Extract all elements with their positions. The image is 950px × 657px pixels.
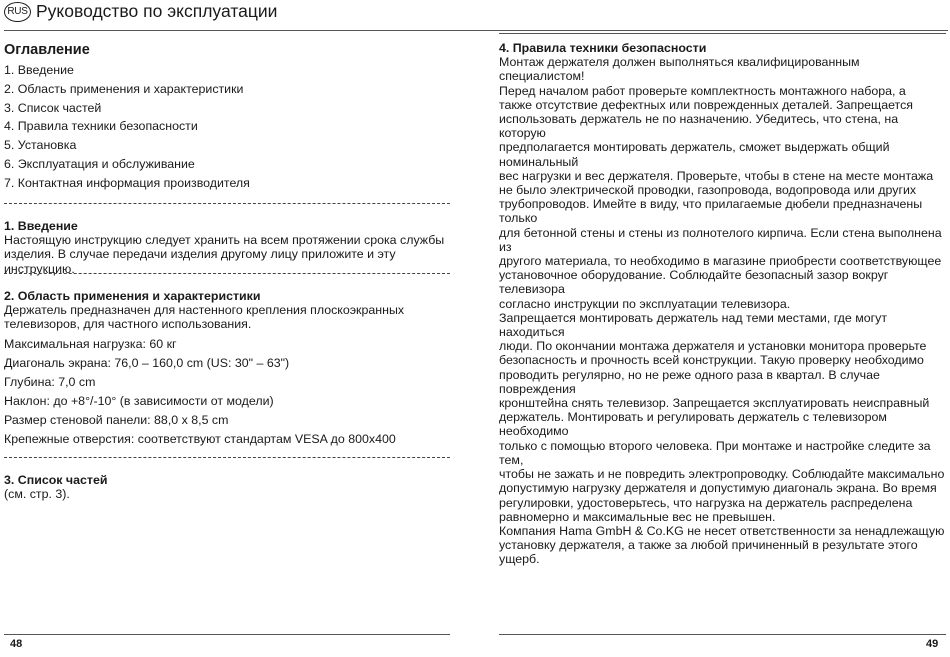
section-divider <box>4 273 450 274</box>
text-line: люди. По окончании монтажа держателя и установки монитора проверьте <box>499 339 927 354</box>
text-line: трубопроводов. Имейте в виду, что прилагаемые дюбели предназначены только <box>499 197 923 226</box>
text-line: безопасность и прочность всей конструкции. Такую проверку необходимо <box>499 353 924 368</box>
text-line: другого материала, то необходимо в магазине приобрести соответствующее <box>499 254 942 269</box>
text-line: изделия. В случае передачи изделия другому лицу приложите и эту инструкцию. <box>4 247 396 276</box>
text-line: установочное оборудование. Соблюдайте безопасный зазор вокруг телевизора <box>499 268 889 297</box>
text-line: не было электрической проводки, газопровода, водопровода или других <box>499 183 917 198</box>
text-line: равномерно и максимальные вес не превышен. <box>499 509 776 524</box>
spec-line: Максимальная нагрузка: 60 кг <box>4 336 177 351</box>
spec-line: Наклон: до +8°/-10° (в зависимости от модели) <box>4 393 274 408</box>
column-rule <box>499 33 946 34</box>
section-title: 2. Область применения и характеристики <box>4 289 261 303</box>
text-line: (см. стр. 3). <box>4 487 70 502</box>
toc-item: 7. Контактная информация производителя <box>4 175 250 190</box>
text-line: проводить регулярно, но не реже одного раза в квартал. В случае повреждения <box>499 367 880 396</box>
section-scope <box>4 289 454 449</box>
footer-rule-right <box>499 634 946 635</box>
text-line: регулировки, удостоверьтесь, что нагрузка на держатель распределена <box>499 495 913 510</box>
spec-line: Диагональ экрана: 76,0 – 160,0 cm (US: 30" – 63") <box>4 355 290 370</box>
spec-line: Глубина: 7,0 cm <box>4 374 96 389</box>
section-title: 4. Правила техники безопасности <box>499 41 707 55</box>
toc-item: 3. Список частей <box>4 100 102 115</box>
section-title: 1. Введение <box>4 219 78 233</box>
text-line: Держатель предназначен для настенного крепления плоскоэкранных <box>4 303 405 318</box>
text-line: только с помощью второго человека. При монтаже и настройке следите за тем, <box>499 438 931 467</box>
section-divider <box>4 203 450 204</box>
language-badge: RUS <box>4 2 31 22</box>
text-line: чтобы не зажать и не повредить электропроводку. Соблюдайте максимально <box>499 467 945 482</box>
section-introduction <box>4 219 454 276</box>
text-line: Перед началом работ проверьте комплектность монтажного набора, а <box>499 83 906 98</box>
text-line: согласно инструкции по эксплуатации телевизора. <box>499 296 791 311</box>
spec-line: Крепежные отверстия: соответствуют стандартам VESA до 800x400 <box>4 431 396 446</box>
table-of-contents <box>4 41 450 193</box>
text-line: вес нагрузки и вес держателя. Проверьте, чтобы в стене на месте монтажа <box>499 168 934 183</box>
text-line: держатель. Монтировать и регулировать держатель с телевизором необходимо <box>499 410 887 439</box>
text-line: использовать держатель не по назначению. Убедитесь, что стена, на которую <box>499 112 899 141</box>
text-line: также отсутствие дефектных или поврежденных деталей. Запрещается <box>499 97 914 112</box>
text-line: Запрещается монтировать держатель над теми местами, где могут находиться <box>499 310 888 340</box>
section-divider <box>4 457 450 458</box>
page-number-left: 48 <box>10 638 23 650</box>
toc-item: 1. Введение <box>4 63 74 77</box>
text-line: Настоящую инструкцию следует хранить на всем протяжении срока службы <box>4 233 445 248</box>
section-parts <box>4 473 454 501</box>
footer-rule-left <box>4 634 450 635</box>
spec-line: Размер стеновой панели: 88,0 x 8,5 cm <box>4 412 229 427</box>
text-line: кронштейна снять телевизор. Запрещается эксплуатировать неисправный <box>499 396 930 411</box>
text-line: Компания Hama GmbH & Co.KG не несет ответственности за ненадлежащую <box>499 523 945 538</box>
toc-item: 4. Правила техники безопасности <box>4 119 198 134</box>
text-line: предполагается монтировать держатель, сможет выдержать общий номинальный <box>499 140 890 169</box>
text-line: для бетонной стены и стены из полнотелого кирпича. Если стена выполнена из <box>499 225 942 254</box>
page-header <box>4 0 948 30</box>
document-title: Руководство по эксплуатации <box>36 1 278 21</box>
toc-item: 5. Установка <box>4 138 77 153</box>
toc-heading: Оглавление <box>4 42 90 58</box>
toc-item: 2. Область применения и характеристики <box>4 81 244 96</box>
page-number-right: 49 <box>926 638 939 650</box>
text-line: Монтаж держателя должен выполняться квалифицированным специалистом! <box>499 55 860 84</box>
toc-item: 6. Эксплуатация и обслуживание <box>4 156 195 171</box>
section-safety <box>499 41 948 567</box>
header-rule <box>4 30 948 31</box>
section-title: 3. Список частей <box>4 473 108 487</box>
text-line: телевизоров, для частного использования. <box>4 317 252 332</box>
text-line: установку держателя, а также за любой причиненный в результате этого ущерб. <box>499 538 918 567</box>
text-line: допустимую нагрузку держателя и допустимую диагональ экрана. Во время <box>499 481 937 496</box>
